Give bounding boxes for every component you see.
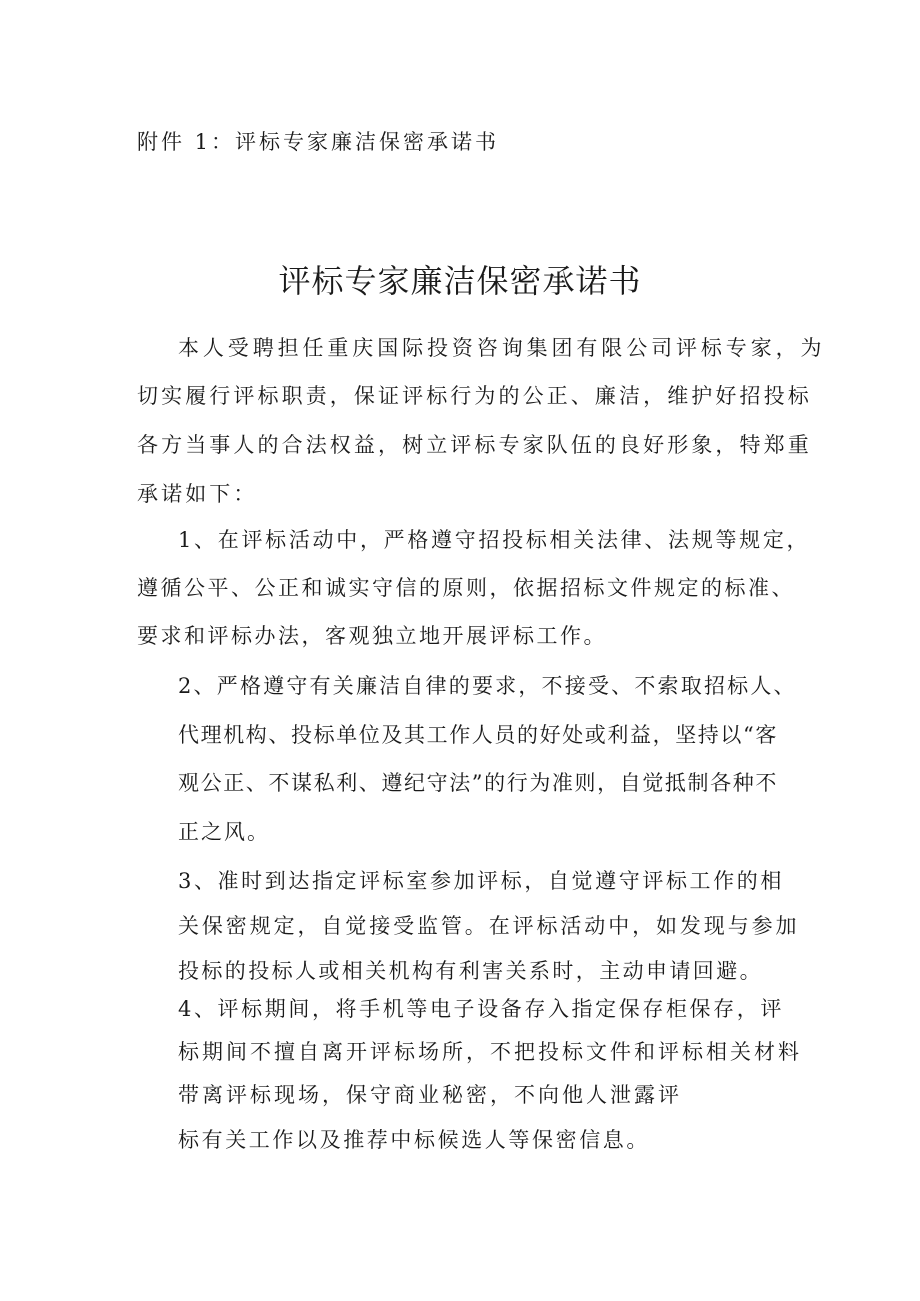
item4-line-4: 标有关工作以及推荐中标候选人等保密信息。 — [178, 1128, 650, 1152]
attachment-label: 附件 1：评标专家廉洁保密承诺书 — [137, 130, 500, 154]
intro-line-2: 切实履行评标职责，保证评标行为的公正、廉洁，维护好招投标 — [137, 384, 812, 408]
item4-line-3: 带离评标现场，保守商业秘密，不向他人泄露评 — [178, 1083, 682, 1107]
item2-line-4: 正之风。 — [178, 820, 270, 844]
item1-line-1: 1、在评标活动中，严格遵守招投标相关法律、法规等规定， — [178, 528, 811, 552]
item1-line-3: 要求和评标办法，客观独立地开展评标工作。 — [137, 624, 607, 648]
intro-line-3: 各方当事人的合法权益，树立评标专家队伍的良好形象，特郑重 — [137, 433, 812, 457]
item2-line-3: 观公正、不谋私利、遵纪守法”的行为准则，自觉抵制各种不 — [178, 771, 778, 795]
item3-line-3: 投标的投标人或相关机构有利害关系时，主动申请回避。 — [178, 959, 763, 983]
item3-line-1: 3、准时到达指定评标室参加评标，自觉遵守评标工作的相 — [178, 869, 784, 893]
intro-line-4: 承诺如下： — [137, 482, 258, 506]
item4-line-2: 标期间不擅自离开评标场所，不把投标文件和评标相关材料 — [178, 1040, 802, 1064]
document-title: 评标专家廉洁保密承诺书 — [278, 262, 642, 300]
item2-line-1: 2、严格遵守有关廉洁自律的要求，不接受、不索取招标人、 — [178, 674, 797, 698]
intro-line-1: 本人受聘担任重庆国际投资咨询集团有限公司评标专家，为 — [178, 336, 826, 360]
item1-line-2: 遵循公平、公正和诚实守信的原则，依据招标文件规定的标准、 — [137, 576, 795, 600]
item2-line-2: 代理机构、投标单位及其工作人员的好处或利益，坚持以“客 — [178, 723, 778, 747]
item4-line-1: 4、评标期间，将手机等电子设备存入指定保存柜保存，评 — [178, 997, 784, 1021]
item3-line-2: 关保密规定，自觉接受监管。在评标活动中，如发现与参加 — [178, 914, 800, 938]
